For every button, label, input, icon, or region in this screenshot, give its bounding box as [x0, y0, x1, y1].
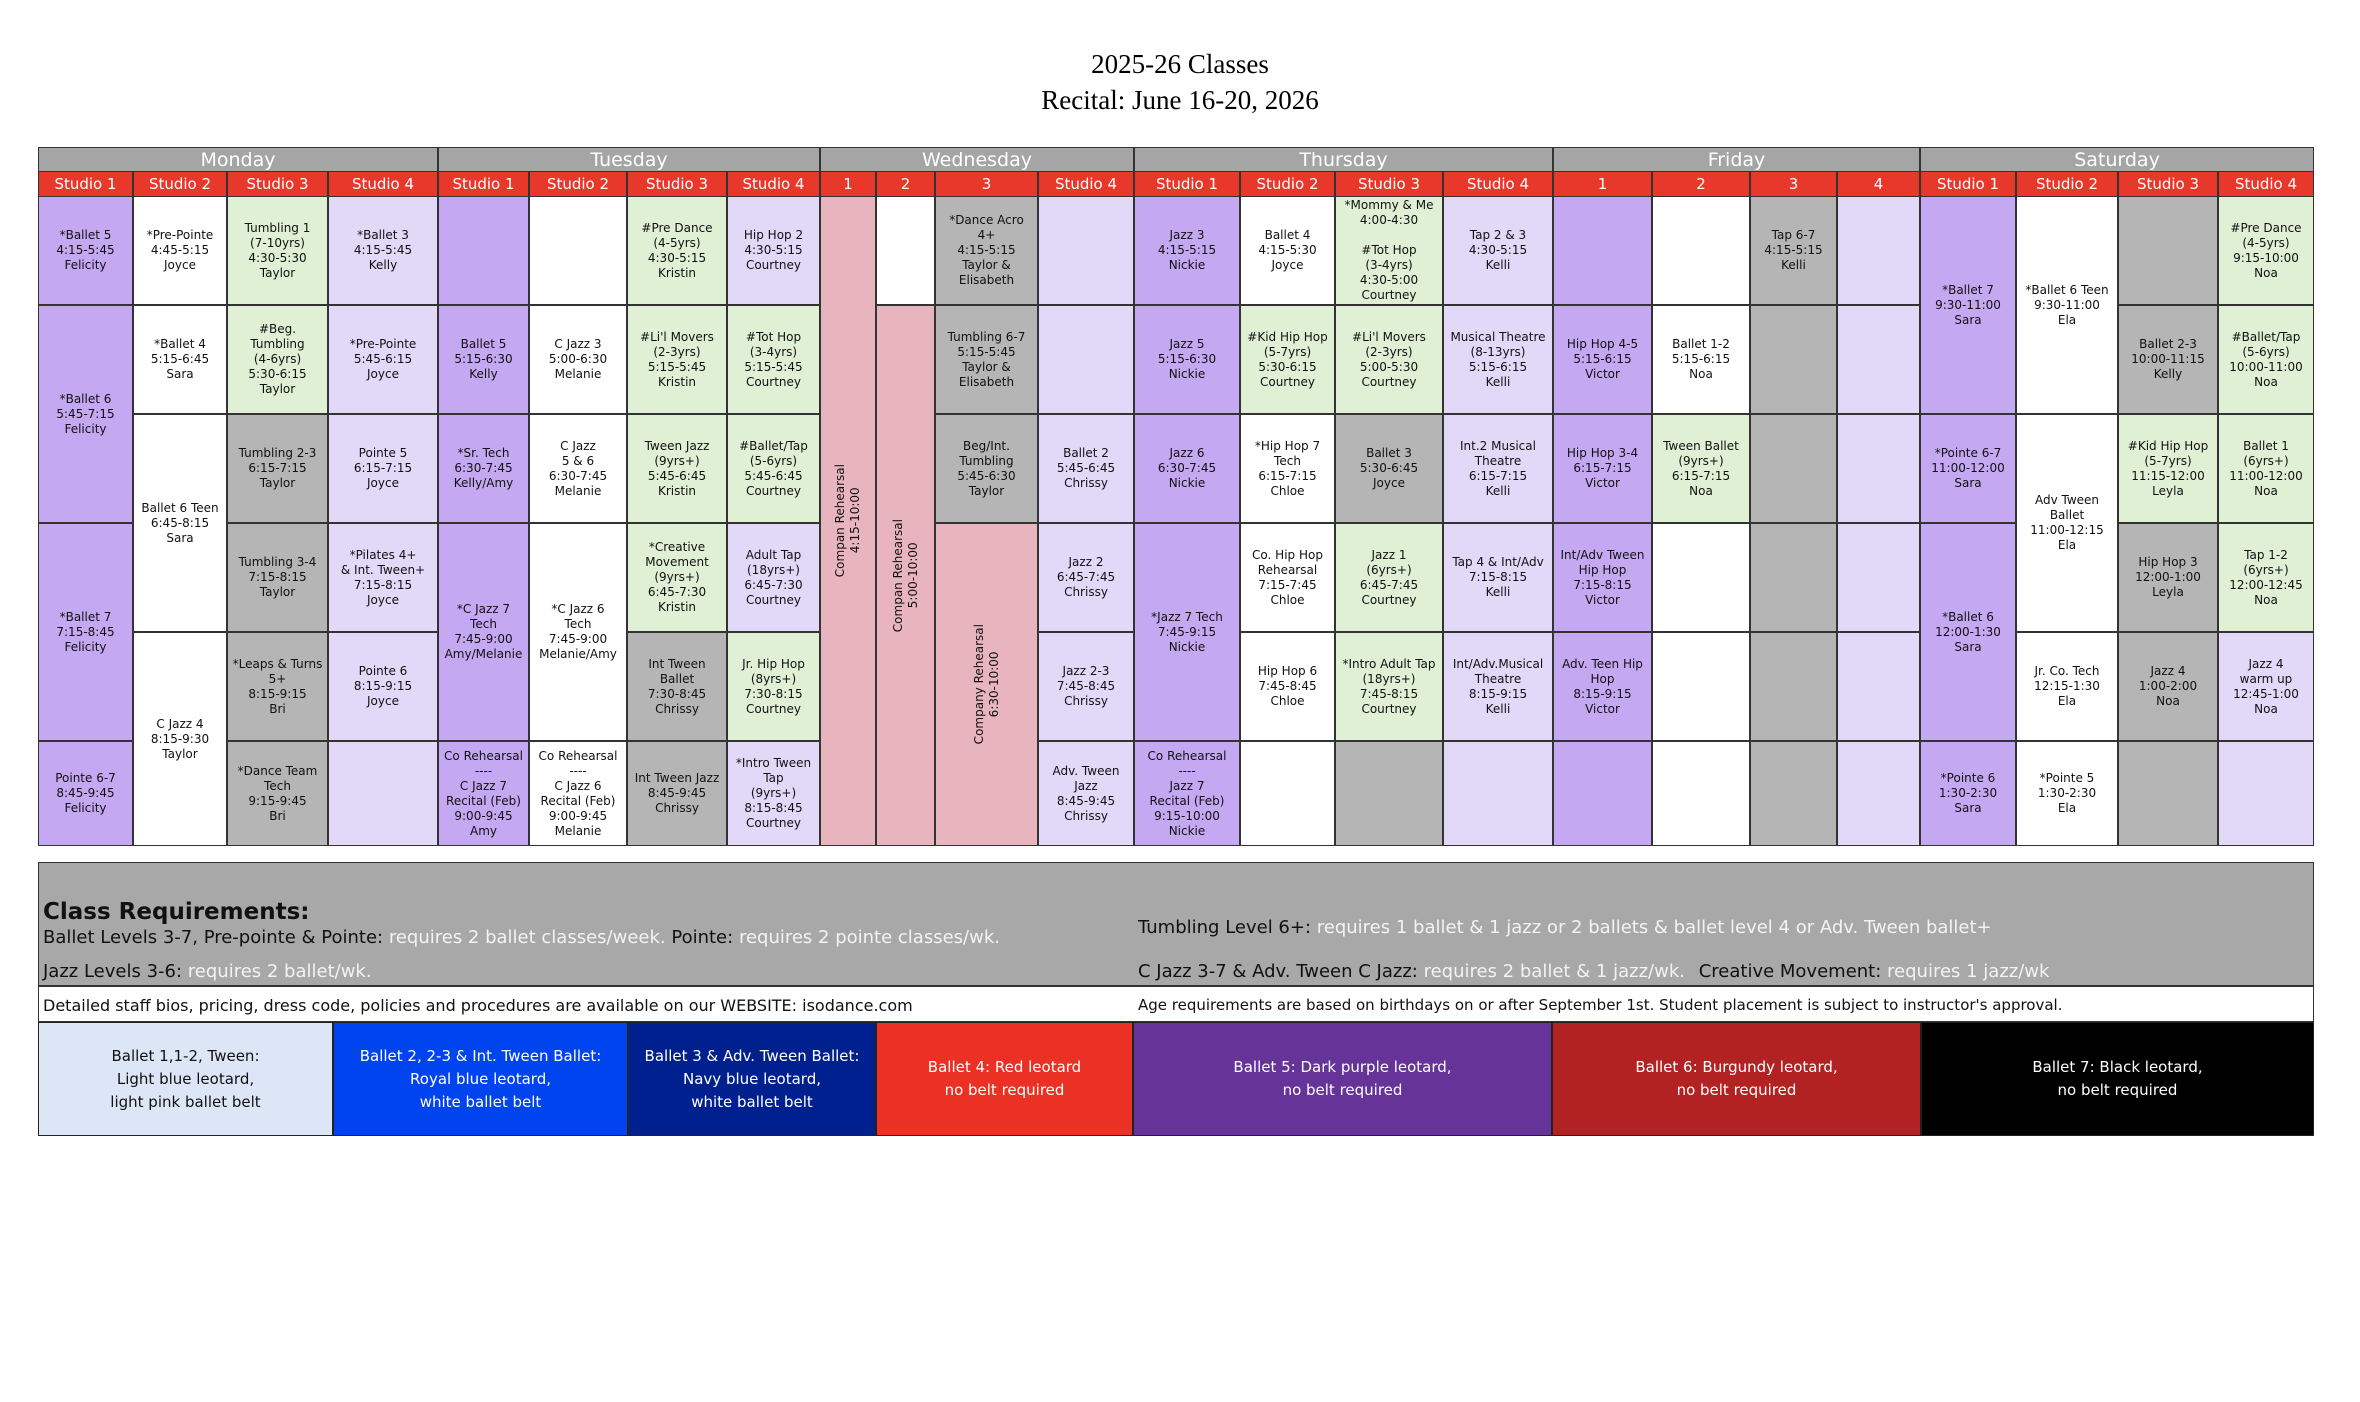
class-cell-text: Adv Tween Ballet 11:00-12:15 Ela [2030, 493, 2104, 552]
empty-cell [1443, 741, 1553, 846]
class-cell [1553, 414, 1652, 523]
empty-cell [1837, 632, 1920, 741]
class-cell-text: Ballet 2-3 10:00-11:15 Kelly [2131, 337, 2205, 381]
class-cell-text: Tween Jazz (9yrs+) 5:45-6:45 Kristin [644, 438, 710, 498]
studio-header: 2 [876, 171, 935, 197]
class-cell [2218, 414, 2314, 523]
class-cell-text: #Tot Hop (3-4yrs) 5:15-5:45 Courtney [744, 329, 803, 389]
class-cell [1443, 414, 1553, 523]
class-cell [438, 305, 529, 414]
class-cell-text: *Mommy & Me 4:00-4:30 #Tot Hop (3-4yrs) 4:30-5:00 Courtney [1344, 198, 1434, 302]
class-cell-text: #Li'l Movers (2-3yrs) 5:15-5:45 Kristin [640, 329, 714, 389]
class-cell [1134, 741, 1240, 846]
class-cell [2016, 196, 2118, 414]
day-header-thursday: Thursday [1134, 147, 1553, 172]
class-cell [1920, 741, 2016, 846]
class-cell-text: Tap 2 & 3 4:30-5:15 Kelli [1468, 228, 1528, 272]
class-cell [1134, 523, 1240, 741]
empty-cell [1335, 741, 1443, 846]
class-cell [1443, 523, 1553, 632]
class-cell [2118, 414, 2218, 523]
class-cell-text: #Pre Dance (4-5yrs) 4:30-5:15 Kristin [641, 220, 713, 280]
class-cell-text: Jazz 3 4:15-5:15 Nickie [1157, 228, 1217, 272]
empty-cell [876, 196, 935, 305]
class-cell-text: *Intro Tween Tap (9yrs+) 8:15-8:45 Courtney [735, 756, 812, 830]
class-cell [2218, 196, 2314, 305]
studio-header: Studio 4 [1443, 171, 1553, 197]
studio-header: 3 [935, 171, 1038, 197]
class-cell-text: Tumbling 2-3 6:15-7:15 Taylor [238, 446, 317, 490]
class-cell-text: Co Rehearsal ---- C Jazz 6 Recital (Feb) 9:00-9:45 Melanie [538, 748, 618, 838]
class-cell-text: Tumbling 6-7 5:15-5:45 Taylor & Elisabeth [947, 329, 1026, 389]
empty-cell [529, 196, 627, 305]
class-cell-text: Pointe 6 8:15-9:15 Joyce [353, 664, 413, 708]
class-cell [328, 305, 438, 414]
class-cell [935, 523, 1038, 846]
class-cell [529, 414, 627, 523]
empty-cell [1652, 741, 1750, 846]
class-cell [1240, 305, 1335, 414]
class-cell [1920, 196, 2016, 414]
class-cell-text: Ballet 2 5:45-6:45 Chrissy [1056, 446, 1116, 490]
class-cell-text: Hip Hop 3 12:00-1:00 Leyla [2135, 555, 2201, 599]
studio-header: 1 [1553, 171, 1652, 197]
studio-header: Studio 2 [2016, 171, 2118, 197]
class-cell [133, 414, 227, 632]
empty-cell [1652, 632, 1750, 741]
class-cell [1750, 196, 1837, 305]
requirement-pointe-label: Pointe: [671, 927, 734, 948]
class-cell-text: *C Jazz 7 Tech 7:45-9:00 Amy/Melanie [444, 602, 523, 661]
class-cell [1134, 414, 1240, 523]
class-cell [1240, 414, 1335, 523]
studio-header: Studio 2 [529, 171, 627, 197]
class-cell-text: Compan Rehearsal 5:00-10:00 [890, 518, 920, 633]
class-cell [2118, 632, 2218, 741]
class-cell-text: Jazz 6 6:30-7:45 Nickie [1157, 446, 1217, 490]
class-cell [529, 523, 627, 741]
class-cell-text: *Ballet 5 4:15-5:45 Felicity [56, 228, 115, 272]
requirement-ballet [43, 927, 1000, 948]
class-cell-text: Tumbling 3-4 7:15-8:15 Taylor [238, 555, 317, 599]
class-cell-text: Int.2 Musical Theatre 6:15-7:15 Kelli [1460, 438, 1536, 498]
class-cell [227, 414, 328, 523]
class-cell-text: #Kid Hip Hop (5-7yrs) 5:30-6:15 Courtney [1247, 329, 1328, 389]
empty-cell [1837, 414, 1920, 523]
class-cell [2118, 523, 2218, 632]
class-cell-text: Jr. Co. Tech 12:15-1:30 Ela [2034, 664, 2100, 708]
class-cell [935, 414, 1038, 523]
class-cell-text: C Jazz 4 8:15-9:30 Taylor [150, 716, 210, 761]
class-cell-text: Adv. Tween Jazz 8:45-9:45 Chrissy [1052, 763, 1120, 823]
studio-header: 2 [1652, 171, 1750, 197]
studio-header: Studio 3 [1335, 171, 1443, 197]
requirement-pointe-value: requires 2 pointe classes/wk. [738, 927, 1000, 948]
class-cell [627, 741, 727, 846]
class-cell-text: Jazz 5 5:15-6:30 Nickie [1157, 337, 1217, 381]
class-cell-text: Musical Theatre (8-13yrs) 5:15-6:15 Kelli [1450, 329, 1546, 389]
requirement-jazz-value: requires 2 ballet/wk. [187, 961, 372, 982]
studio-header: 3 [1750, 171, 1837, 197]
class-cell [1038, 523, 1134, 632]
class-cell-text: *Ballet 6 Teen 9:30-11:00 Ela [2025, 282, 2109, 327]
class-cell [133, 196, 227, 305]
class-cell-text: *Ballet 7 7:15-8:45 Felicity [56, 609, 115, 654]
class-cell [1553, 305, 1652, 414]
class-cell [1240, 523, 1335, 632]
class-cell-text: Ballet 4 4:15-5:30 Joyce [1258, 228, 1317, 272]
class-cell [876, 305, 935, 846]
studio-header: Studio 3 [2118, 171, 2218, 197]
class-cell [2218, 632, 2314, 741]
class-cell [328, 523, 438, 632]
requirements-heading: Class Requirements: [43, 899, 310, 925]
class-cell-text: *Dance Team Tech 9:15-9:45 Bri [237, 763, 318, 823]
class-cell-text: Pointe 6-7 8:45-9:45 Felicity [55, 771, 116, 815]
legend-swatch: Ballet 3 & Adv. Tween Ballet: Navy blue leotard, white ballet belt [628, 1022, 876, 1136]
class-cell [2016, 741, 2118, 846]
empty-cell [1750, 414, 1837, 523]
class-cell [820, 196, 876, 846]
class-cell-text: *Ballet 4 5:15-6:45 Sara [150, 337, 210, 381]
class-cell-text: Jazz 2 6:45-7:45 Chrissy [1056, 555, 1116, 599]
class-cell-text: *Intro Adult Tap (18yrs+) 7:45-8:15 Courtney [1342, 656, 1436, 716]
legend-swatch: Ballet 2, 2-3 & Int. Tween Ballet: Royal blue leotard, white ballet belt [333, 1022, 628, 1136]
class-cell-text: Tween Ballet (9yrs+) 6:15-7:15 Noa [1663, 438, 1739, 498]
class-cell [2218, 523, 2314, 632]
class-cell [627, 196, 727, 305]
requirement-jazz-label: Jazz Levels 3-6: [43, 961, 183, 982]
studio-header: Studio 4 [727, 171, 820, 197]
class-cell-text: *Sr. Tech 6:30-7:45 Kelly/Amy [453, 446, 514, 490]
studio-header: Studio 4 [1038, 171, 1134, 197]
class-cell [133, 632, 227, 846]
class-cell [328, 414, 438, 523]
class-cell-text: Co Rehearsal ---- C Jazz 7 Recital (Feb) 9:00-9:45 Amy [444, 748, 523, 838]
requirement-cjazz [1138, 961, 2049, 982]
class-cell-text: #Kid Hip Hop (5-7yrs) 11:15-12:00 Leyla [2127, 438, 2209, 498]
class-cell [727, 414, 820, 523]
empty-cell [1750, 632, 1837, 741]
class-cell-text: *Ballet 6 12:00-1:30 Sara [1935, 609, 2001, 654]
requirement-tumbling-value: requires 1 ballet & 1 jazz or 2 ballets & ballet level 4 or Adv. Tween ballet+ [1316, 917, 1992, 938]
class-cell [227, 305, 328, 414]
class-cell [38, 523, 133, 741]
class-cell [1038, 414, 1134, 523]
page-title: 2025-26 Classes [1091, 49, 1269, 79]
class-cell-text: *Jazz 7 Tech 7:45-9:15 Nickie [1151, 609, 1223, 654]
class-cell-text: #Ballet/Tap (5-6yrs) 10:00-11:00 Noa [2229, 329, 2303, 389]
empty-cell [1652, 196, 1750, 305]
empty-cell [1240, 741, 1335, 846]
empty-cell [1837, 196, 1920, 305]
class-cell-text: Jazz 2-3 7:45-8:45 Chrissy [1056, 664, 1116, 708]
empty-cell [1837, 741, 1920, 846]
class-cell-text: Tap 6-7 4:15-5:15 Kelli [1764, 228, 1823, 272]
class-cell [1920, 523, 2016, 741]
studio-header: Studio 1 [1920, 171, 2016, 197]
class-cell-text: *Pre-Pointe 5:45-6:15 Joyce [349, 337, 417, 381]
empty-cell [2118, 741, 2218, 846]
class-cell [227, 196, 328, 305]
class-cell-text: *Ballet 3 4:15-5:45 Kelly [353, 228, 413, 272]
empty-cell [1837, 523, 1920, 632]
class-cell [1335, 414, 1443, 523]
notes-row [38, 986, 2314, 1022]
class-cell [1443, 632, 1553, 741]
class-cell-text: *Pointe 6 1:30-2:30 Sara [1938, 771, 1998, 815]
empty-cell [2218, 741, 2314, 846]
class-cell-text: *Pre-Pointe 4:45-5:15 Joyce [146, 228, 214, 272]
class-cell-text: Int Tween Jazz 8:45-9:45 Chrissy [634, 771, 720, 815]
class-cell [438, 414, 529, 523]
class-cell [1038, 741, 1134, 846]
class-cell [438, 741, 529, 846]
class-cell [1240, 196, 1335, 305]
class-cell-text: Co Rehearsal ---- Jazz 7 Recital (Feb) 9:15-10:00 Nickie [1147, 748, 1227, 838]
class-cell [328, 196, 438, 305]
class-cell [935, 196, 1038, 305]
class-cell-text: Adv. Teen Hip Hop 8:15-9:15 Victor [1562, 656, 1643, 716]
class-cell [727, 523, 820, 632]
class-cell [727, 196, 820, 305]
empty-cell [328, 741, 438, 846]
class-cell [627, 632, 727, 741]
class-cell-text: Company Rehearsal 6:30-10:00 [971, 624, 1001, 745]
studio-header: Studio 1 [1134, 171, 1240, 197]
legend-swatch: Ballet 6: Burgundy leotard, no belt required [1552, 1022, 1921, 1136]
class-cell-text: Tumbling 1 (7-10yrs) 4:30-5:30 Taylor [244, 220, 311, 280]
empty-cell [1553, 196, 1652, 305]
studio-header: Studio 3 [227, 171, 328, 197]
class-cell-text: Int Tween Ballet 7:30-8:45 Chrissy [647, 656, 707, 716]
day-header-monday: Monday [38, 147, 438, 172]
class-cell [627, 523, 727, 632]
class-cell-text: #Beg. Tumbling (4-6yrs) 5:30-6:15 Taylor [248, 322, 307, 396]
studio-header: Studio 1 [438, 171, 529, 197]
weekly-schedule-grid [38, 147, 2314, 862]
empty-cell [1038, 196, 1134, 305]
class-cell [1335, 305, 1443, 414]
class-cell [1920, 414, 2016, 523]
empty-cell [1750, 523, 1837, 632]
class-cell [1652, 305, 1750, 414]
legend-swatch: Ballet 4: Red leotard no belt required [876, 1022, 1133, 1136]
class-cell-text: Jr. Hip Hop (8yrs+) 7:30-8:15 Courtney [742, 656, 805, 716]
requirement-ballet-value: requires 2 ballet classes/week. [388, 927, 666, 948]
class-cell [1652, 414, 1750, 523]
studio-header: Studio 1 [38, 171, 133, 197]
class-cell-text: Co. Hip Hop Rehearsal 7:15-7:45 Chloe [1252, 547, 1323, 607]
class-cell [2118, 305, 2218, 414]
class-cell [727, 741, 820, 846]
class-cell [727, 305, 820, 414]
class-cell-text: Jazz 4 warm up 12:45-1:00 Noa [2233, 656, 2299, 716]
class-cell [627, 305, 727, 414]
class-cell-text: *Pointe 6-7 11:00-12:00 Sara [1931, 446, 2005, 490]
studio-header: Studio 3 [627, 171, 727, 197]
class-cell-text: #Li'l Movers (2-3yrs) 5:00-5:30 Courtney [1352, 329, 1426, 389]
class-cell-text: *Dance Acro 4+ 4:15-5:15 Taylor & Elisabeth [949, 213, 1024, 287]
class-cell [2016, 414, 2118, 632]
class-cell [1335, 523, 1443, 632]
class-cell [727, 632, 820, 741]
day-header-tuesday: Tuesday [438, 147, 820, 172]
class-cell [935, 305, 1038, 414]
class-cell [529, 305, 627, 414]
class-cell [1553, 523, 1652, 632]
requirement-jazz [43, 961, 372, 982]
class-cell [1443, 305, 1553, 414]
requirement-tumbling-label: Tumbling Level 6+: [1138, 917, 1312, 938]
empty-cell [1750, 741, 1837, 846]
class-cell [227, 632, 328, 741]
class-cell-text: Tap 4 & Int/Adv 7:15-8:15 Kelli [1452, 555, 1544, 599]
age-note: Age requirements are based on birthdays on or after September 1st. Student placement is subject to instructor's approval. [1138, 996, 2063, 1014]
class-cell-text: *Pointe 5 1:30-2:30 Ela [2037, 771, 2097, 815]
class-cell [1240, 632, 1335, 741]
class-cell-text: *Hip Hop 7 Tech 6:15-7:15 Chloe [1254, 438, 1321, 498]
legend-swatch: Ballet 7: Black leotard, no belt required [1921, 1022, 2314, 1136]
day-header-wednesday: Wednesday [820, 147, 1134, 172]
studio-header: 1 [820, 171, 876, 197]
day-header-saturday: Saturday [1920, 147, 2314, 172]
empty-cell [438, 196, 529, 305]
class-cell [328, 632, 438, 741]
class-cell-text: #Pre Dance (4-5yrs) 9:15-10:00 Noa [2230, 220, 2302, 280]
requirement-creative-label: Creative Movement: [1698, 961, 1882, 982]
class-cell-text: Hip Hop 4-5 5:15-6:15 Victor [1566, 337, 1639, 381]
class-cell-text: Tap 1-2 (6yrs+) 12:00-12:45 Noa [2229, 547, 2303, 607]
class-cell [38, 196, 133, 305]
class-cell-text: Beg/Int. Tumbling 5:45-6:30 Taylor [957, 438, 1016, 498]
class-cell-text: Int/Adv Tween Hip Hop 7:15-8:15 Victor [1560, 547, 1645, 607]
studio-header: Studio 4 [328, 171, 438, 197]
requirement-cjazz-value: requires 2 ballet & 1 jazz/wk. [1423, 961, 1685, 982]
class-cell-text: Hip Hop 6 7:45-8:45 Chloe [1257, 664, 1318, 708]
studio-header: Studio 4 [2218, 171, 2314, 197]
class-cell [1134, 305, 1240, 414]
class-cell [1335, 632, 1443, 741]
class-cell [2016, 632, 2118, 741]
legend-swatch: Ballet 5: Dark purple leotard, no belt required [1133, 1022, 1552, 1136]
schedule-title-block [0, 46, 2360, 118]
empty-cell [1553, 741, 1652, 846]
class-cell-text: Jazz 4 1:00-2:00 Noa [2138, 664, 2198, 708]
class-cell [38, 305, 133, 523]
empty-cell [1750, 305, 1837, 414]
class-cell [133, 305, 227, 414]
empty-cell [1652, 523, 1750, 632]
requirement-cjazz-label: C Jazz 3-7 & Adv. Tween C Jazz: [1138, 961, 1418, 982]
class-cell-text: C Jazz 5 & 6 6:30-7:45 Melanie [548, 438, 608, 498]
class-cell-text: Ballet 1-2 5:15-6:15 Noa [1671, 337, 1731, 381]
class-cell-text: Ballet 6 Teen 6:45-8:15 Sara [141, 500, 219, 545]
website-note: Detailed staff bios, pricing, dress code, policies and procedures are available on our WEBSITE: isodance.com [43, 996, 913, 1015]
page-subtitle: Recital: June 16-20, 2026 [1041, 85, 1319, 115]
class-cell-text: Compan Rehearsal 4:15-10:00 [833, 464, 862, 578]
legend-swatch: Ballet 1,1-2, Tween: Light blue leotard, light pink ballet belt [38, 1022, 333, 1136]
class-cell-text: Pointe 5 6:15-7:15 Joyce [353, 446, 413, 490]
class-cell [1038, 632, 1134, 741]
studio-header: 4 [1837, 171, 1920, 197]
class-cell-text: Ballet 1 (6yrs+) 11:00-12:00 Noa [2229, 438, 2303, 498]
class-cell [1553, 632, 1652, 741]
class-cell-text: Jazz 1 (6yrs+) 6:45-7:45 Courtney [1359, 547, 1419, 607]
class-cell [627, 414, 727, 523]
day-header-friday: Friday [1553, 147, 1920, 172]
requirement-tumbling [1138, 917, 1992, 938]
class-cell [227, 741, 328, 846]
class-cell-text: Hip Hop 2 4:30-5:15 Courtney [743, 228, 804, 272]
class-requirements-panel [38, 862, 2314, 986]
requirement-creative-value: requires 1 jazz/wk [1887, 961, 2050, 982]
class-cell [227, 523, 328, 632]
class-cell-text: *Pilates 4+ & Int. Tween+ 7:15-8:15 Joyce [340, 547, 426, 607]
class-cell-text: Hip Hop 3-4 6:15-7:15 Victor [1566, 446, 1639, 490]
class-cell-text: Int/Adv.Musical Theatre 8:15-9:15 Kelli [1452, 656, 1544, 716]
class-cell [38, 741, 133, 846]
class-cell-text: #Ballet/Tap (5-6yrs) 5:45-6:45 Courtney [739, 438, 808, 498]
class-cell [1443, 196, 1553, 305]
class-cell-text: C Jazz 3 5:00-6:30 Melanie [548, 337, 608, 381]
class-cell [2218, 305, 2314, 414]
class-cell-text: Adult Tap (18yrs+) 6:45-7:30 Courtney [744, 547, 803, 607]
class-cell [529, 741, 627, 846]
class-cell-text: Ballet 3 5:30-6:45 Joyce [1359, 446, 1419, 490]
class-cell-text: *Creative Movement (9yrs+) 6:45-7:30 Kristin [645, 540, 709, 614]
class-cell-text: *Ballet 7 9:30-11:00 Sara [1935, 282, 2001, 327]
class-cell-text: *Ballet 6 5:45-7:15 Felicity [56, 391, 115, 436]
class-cell [438, 523, 529, 741]
studio-header: Studio 2 [133, 171, 227, 197]
requirement-ballet-label: Ballet Levels 3-7, Pre-pointe & Pointe: [43, 927, 384, 948]
empty-cell [1837, 305, 1920, 414]
class-cell-text: *C Jazz 6 Tech 7:45-9:00 Melanie/Amy [539, 602, 617, 661]
class-cell-text: Ballet 5 5:15-6:30 Kelly [454, 337, 513, 381]
class-cell [1335, 196, 1443, 305]
studio-header: Studio 2 [1240, 171, 1335, 197]
empty-cell [1038, 305, 1134, 414]
empty-cell [2118, 196, 2218, 305]
class-cell-text: *Leaps & Turns 5+ 8:15-9:15 Bri [232, 656, 323, 716]
class-cell [1134, 196, 1240, 305]
